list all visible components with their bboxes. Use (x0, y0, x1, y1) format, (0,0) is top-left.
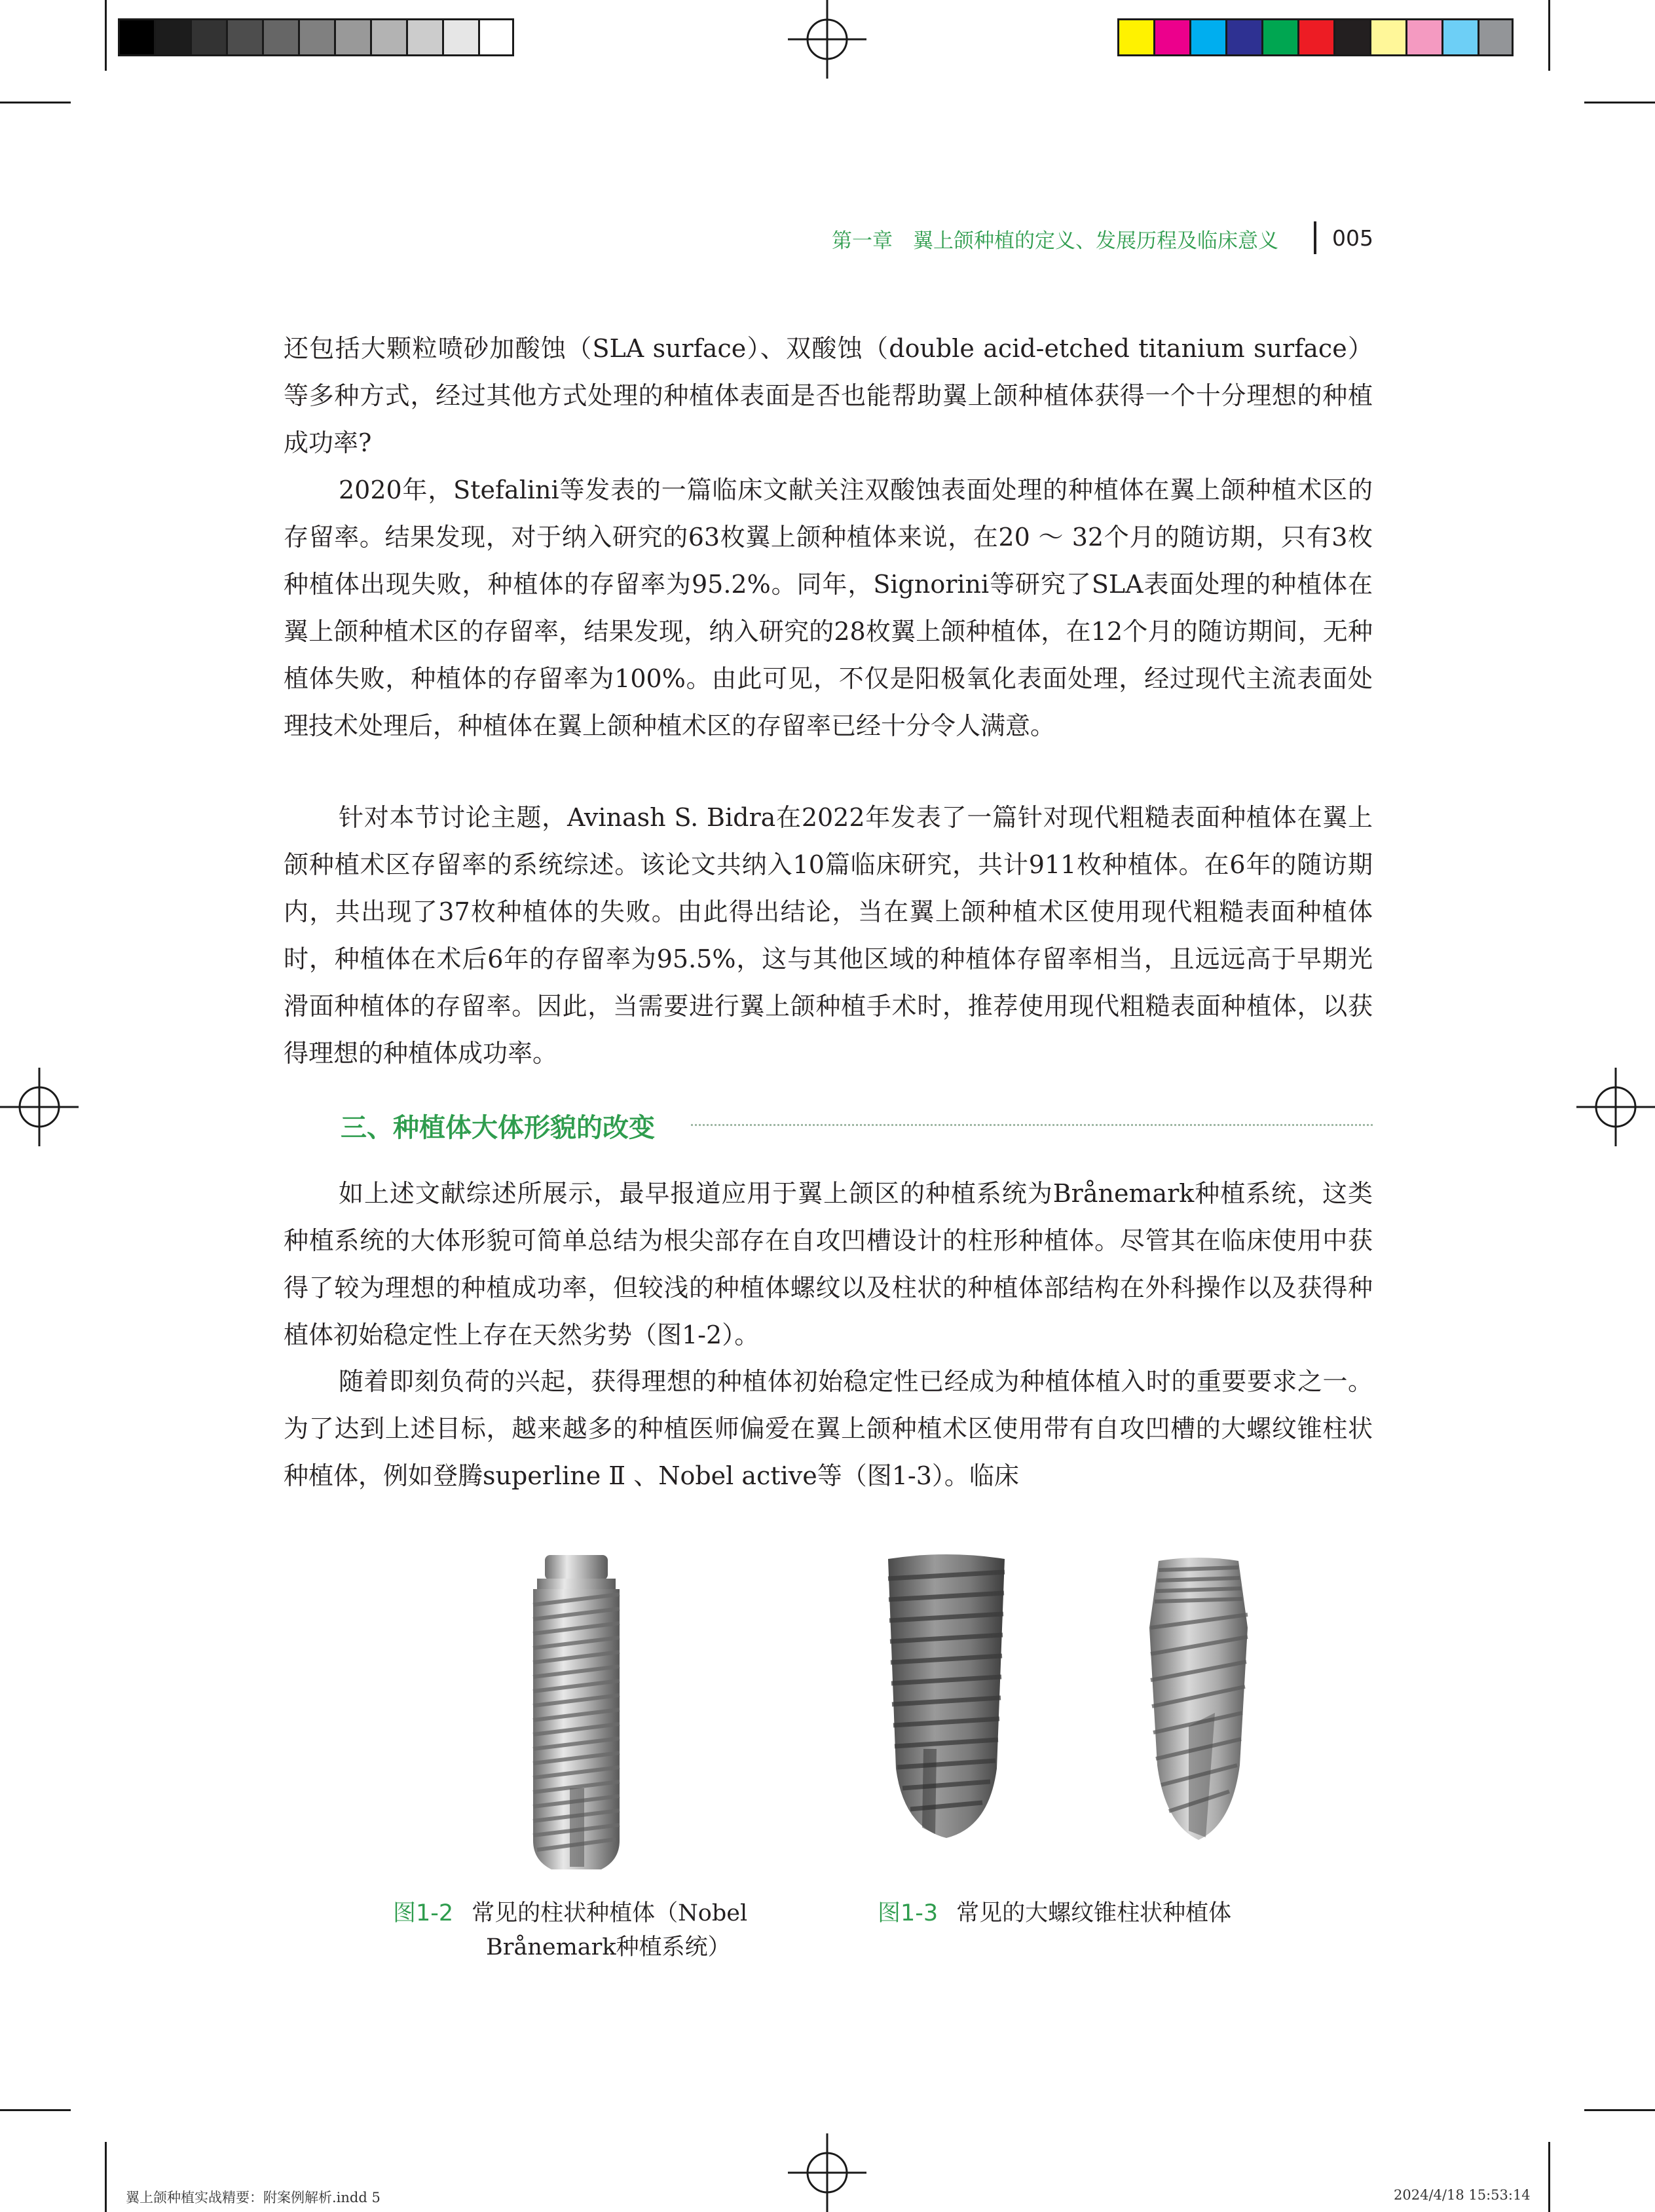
gray-swatch (154, 18, 190, 56)
figure-1-2-cylindrical-implant-image (524, 1552, 629, 1873)
color-swatch (1441, 18, 1478, 56)
body-paragraph-5: 随着即刻负荷的兴起，获得理想的种植体初始稳定性已经成为种植体植入时的重要要求之一。为了达到上述目标，越来越多的种植医师偏爱在翼上颌种植术区使用带有自攻凹槽的大螺纹锥柱状种植体，例如登腾superline Ⅱ 、Nobel active等（图1-3）。临床 (284, 1367, 1373, 1490)
figure-1-3-nobel-active-implant-image (1143, 1556, 1254, 1844)
slug-file-name: 翼上颌种植实战精要：附案例解析.indd 5 (126, 2190, 381, 2205)
section-heading-rule (691, 1124, 1373, 1126)
color-swatch (1225, 18, 1261, 56)
color-swatch (1405, 18, 1441, 56)
registration-mark-bottom (788, 2133, 866, 2212)
registration-mark-right (1576, 1068, 1655, 1146)
figure-1-2-caption (393, 1896, 747, 1964)
body-paragraph-3: 针对本节讨论主题，Avinash S. Bidra在2022年发表了一篇针对现代粗糙表面种植体在翼上颌种植术区存留率的系统综述。该论文共纳入10篇临床研究，共计911枚种植体。在6年的随访期内，共出现了37枚种植体的失败。由此得出结论，当在翼上颌种植术区使用现代粗糙表面种植体时，种植体在术后6年的存留率为95.5%，这与其他区域的种植体存留率相当，且远远高于早期光滑面种植体的存留率。因此，当需要进行翼上颌种植手术时，推荐使用现代粗糙表面种植体，以获得理想的种植体成功率。 (284, 803, 1373, 1068)
gray-swatch (226, 18, 262, 56)
color-swatch (1189, 18, 1225, 56)
figure-1-3-caption-text: 常见的大螺纹锥柱状种植体 (956, 1900, 1232, 1926)
section-heading: 三、种植体大体形貌的改变 (341, 1113, 655, 1143)
registration-mark-top (788, 0, 866, 79)
gray-swatch (370, 18, 406, 56)
color-swatch (1478, 18, 1514, 56)
page-number: 005 (1332, 225, 1373, 251)
color-swatch (1153, 18, 1189, 56)
color-swatch (1333, 18, 1369, 56)
figure-1-3-superline-implant-image (884, 1552, 1009, 1841)
registration-mark-left (0, 1068, 79, 1146)
figure-1-2-caption-line1: 常见的柱状种植体（Nobel (472, 1900, 748, 1926)
color-swatch (1261, 18, 1297, 56)
gray-swatch (298, 18, 334, 56)
gray-swatch (190, 18, 226, 56)
gray-swatch (406, 18, 442, 56)
body-paragraph-4: 如上述文献综述所展示，最早报道应用于翼上颌区的种植系统为Brånemark种植系统，这类种植系统的大体形貌可简单总结为根尖部存在自攻凹槽设计的柱形种植体。尽管其在临床使用中获得了较为理想的种植成功率，但较浅的种植体螺纹以及柱状的种植体部结构在外科操作以及获得种植体初始稳定性上存在天然劣势（图1-2）。 (284, 1179, 1373, 1349)
running-header-divider (1314, 221, 1316, 254)
gray-swatch (334, 18, 370, 56)
gray-swatch (478, 18, 514, 56)
figure-1-2-label: 图1-2 (393, 1900, 454, 1926)
color-swatch (1117, 18, 1153, 56)
figure-1-2-caption-line2: Brånemark种植系统） (486, 1934, 731, 1960)
body-paragraph-2: 2020年，Stefalini等发表的一篇临床文献关注双酸蚀表面处理的种植体在翼上颌种植术区的存留率。结果发现，对于纳入研究的63枚翼上颌种植体来说，在20 ～ 32个月的随访期，只有3枚种植体出现失败，种植体的存留率为95.2%。同年，Signorini等研究了SLA表面处理的种植体在翼上颌种植术区的存留率，结果发现，纳入研究的28枚翼上颌种植体，在12个月的随访期间，无种植体失败，种植体的存留率为100%。由此可见，不仅是阳极氧化表面处理，经过现代主流表面处理技术处理后，种植体在翼上颌种植术区的存留率已经十分令人满意。 (284, 476, 1373, 740)
gray-swatch (262, 18, 298, 56)
slug-timestamp: 2024/4/18 15:53:14 (1394, 2187, 1531, 2203)
gray-swatch (118, 18, 154, 56)
color-swatch (1297, 18, 1333, 56)
running-header-chapter: 第一章 翼上颌种植的定义、发展历程及临床意义 (832, 229, 1278, 253)
color-swatch (1369, 18, 1405, 56)
figure-1-3-caption (878, 1896, 1231, 1930)
body-paragraph-1: 还包括大颗粒喷砂加酸蚀（SLA surface）、双酸蚀（double acid-etched titanium surface）等多种方式，经过其他方式处理的种植体表面是否也能帮助翼上颌种植体获得一个十分理想的种植成功率? (284, 334, 1373, 457)
gray-swatch (442, 18, 478, 56)
figure-1-3-label: 图1-3 (878, 1900, 939, 1926)
